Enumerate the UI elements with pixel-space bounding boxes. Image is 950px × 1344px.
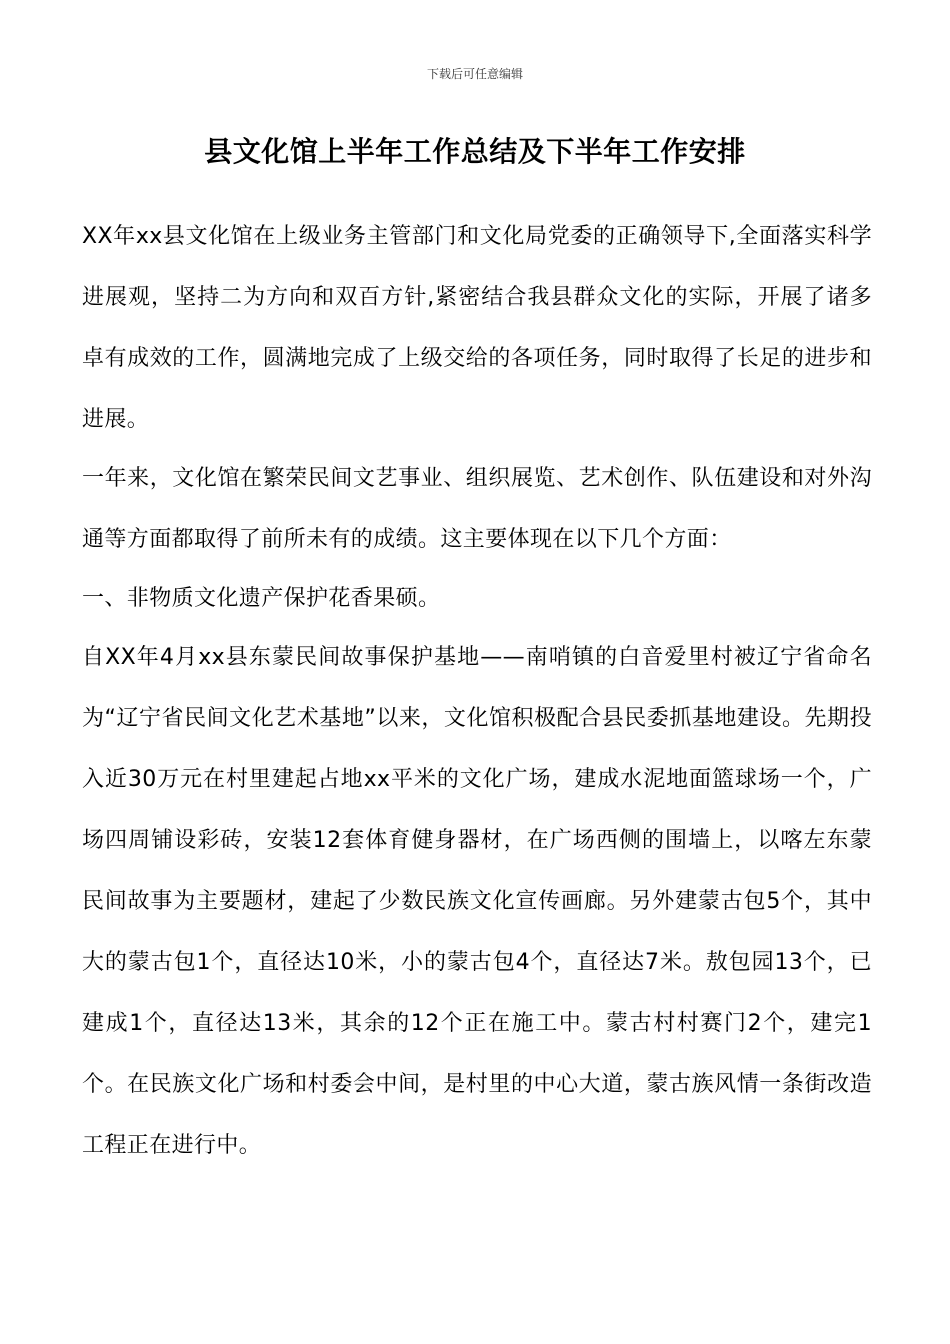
- section-heading-1: 一、非物质文化遗产保护花香果硕。: [82, 586, 441, 611]
- document-body: [82, 206, 872, 1176]
- paragraph-intro: XX年xx县文化馆在上级业务主管部门和文化局党委的正确领导下,全面落实科学进展观，坚持二为方向和双百方针,紧密结合我县群众文化的实际，开展了诸多卓有成效的工作，圆满地完成了上级交给的各项任务，同时取得了长足的进步和进展。: [82, 224, 872, 432]
- document-title: 县文化馆上半年工作总结及下半年工作安排: [204, 135, 746, 168]
- header-note: 下载后可任意编辑: [426, 67, 523, 81]
- paragraph-section-1: 自XX年4月xx县东蒙民间故事保护基地——南哨镇的白音爱里村被辽宁省命名为“辽宁省民间文化艺术基地”以来，文化馆积极配合县民委抓基地建设。先期投入近30万元在村里建起占地xx平米的文化广场，建成水泥地面篮球场一个，广场四周铺设彩砖，安装12套体育健身器材，在广场西侧的围墙上，以喀左东蒙民间故事为主要题材，建起了少数民族文化宣传画廊。另外建蒙古包5个，其中大的蒙古包1个，直径达10米，小的蒙古包4个，直径达7米。敖包园13个，已建成1个，直径达13米，其余的12个正在施工中。蒙古村村赛门2个，建完1个。在民族文化广场和村委会中间，是村里的中心大道，蒙古族风情一条街改造工程正在进行中。: [82, 645, 872, 1158]
- paragraph-summary: 一年来，文化馆在繁荣民间文艺事业、组织展览、艺术创作、队伍建设和对外沟通等方面都取得了前所未有的成绩。这主要体现在以下几个方面：: [82, 466, 872, 552]
